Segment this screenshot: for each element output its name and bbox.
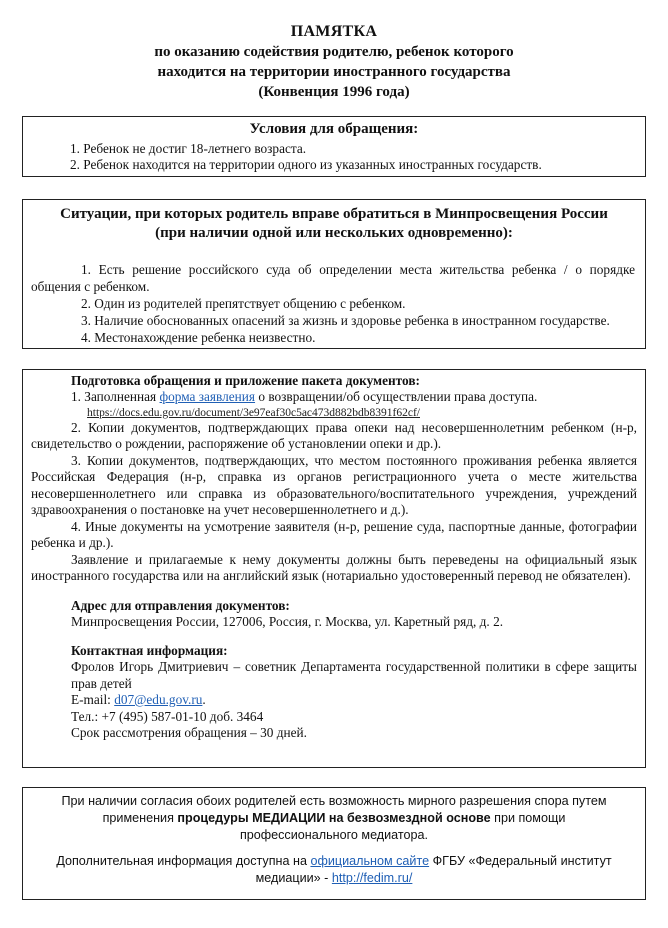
mediation-text-part-2: при помощи профессионального медиатора. [239, 811, 566, 842]
mediation-box [22, 787, 646, 900]
documents-box [22, 369, 646, 768]
mediation-bold-text: процедуры МЕДИАЦИИ на безвозмездной основе [177, 811, 491, 825]
review-term: Срок рассмотрения обращения – 30 дней. [71, 725, 307, 740]
contact-phone: Тел.: +7 (495) 587-01-10 доб. 3464 [71, 708, 264, 724]
spacer [71, 585, 637, 598]
situations-list [23, 261, 645, 346]
mediation-paragraph [23, 793, 645, 844]
documents-item-1-prefix: 1. Заполненная [71, 389, 160, 404]
address-text: Минпросвещения России, 127006, Россия, г. Москва, ул. Каретный ряд, д. 2. [71, 613, 504, 629]
mediation-text-part-1: При наличии согласия обоих родителей есть возможность мирного разрешения спора путем применения [61, 794, 607, 825]
additional-info-text-part-1: Дополнительная информация доступна на [56, 854, 311, 868]
situations-item: 4. Местонахождение ребенка неизвестно. [81, 330, 316, 345]
situations-box [22, 199, 646, 349]
email-suffix: . [202, 692, 206, 707]
official-site-link[interactable]: официальном сайте [310, 854, 430, 868]
situations-heading-line-2: (при наличии одной или нескольких одновременно): [155, 225, 513, 241]
additional-info-paragraph [23, 853, 645, 887]
conditions-list [23, 141, 645, 173]
documents-item-1 [71, 389, 637, 406]
conditions-heading: Условия для обращения: [249, 121, 419, 137]
memo-subtitle-line-3: (Конвенция 1996 года) [258, 84, 410, 100]
translation-note: Заявление и прилагаемые к нему документы должны быть переведены на официальный язык иностранного государства или на английский язык (нотариально удостоверенный перевод не обязателен). [31, 551, 637, 583]
documents-item-2: 2. Копии документов, подтверждающих права опеки над несовершеннолетним ребенком (н-р, свидетельство о рождении, распоряжение об установлении опеки и др.). [31, 419, 637, 451]
documents-item-1-suffix: о возвращении/об осуществлении права доступа. [255, 389, 538, 404]
email-label: E-mail: [71, 692, 115, 707]
spacer [71, 630, 637, 643]
additional-info-text-part-2: ФГБУ «Федеральный институт медиации» - [255, 854, 612, 885]
memo-header [0, 21, 668, 102]
memo-subtitle-line-1: по оказанию содействия родителю, ребенок которого [154, 44, 514, 60]
memo-subtitle-line-2: находится на территории иностранного государства [157, 64, 511, 80]
email-link[interactable]: d07@edu.gov.ru [114, 692, 203, 707]
contact-heading: Контактная информация: [71, 643, 228, 658]
documents-content [23, 370, 645, 742]
situations-item: 3. Наличие обоснованных опасений за жизнь и здоровье ребенка в иностранном государстве. [81, 313, 610, 328]
address-heading: Адрес для отправления документов: [71, 597, 290, 613]
documents-item-3: 3. Копии документов, подтверждающих, что местом постоянного проживания ребенка является Российская Федерация (н-р, справка из органов регистрационного учета о месте жительства несовершеннолетнего или справка из образовательного/воспитательного учреждения, учреждений здравоохранения о постановке на учет несовершеннолетнего и д.). [31, 452, 637, 517]
conditions-box [22, 116, 646, 177]
memo-title: ПАМЯТКА [290, 23, 378, 40]
application-form-url[interactable]: https://docs.edu.gov.ru/document/3e97eaf30c5ac473d882bdb8391f62cf/ [87, 406, 420, 419]
situations-item: 2. Один из родителей препятствует общению с ребенком. [81, 296, 406, 311]
application-form-link[interactable]: форма заявления [159, 389, 256, 404]
conditions-item: 1. Ребенок не достиг 18-летнего возраста. [70, 141, 307, 156]
documents-item-4: 4. Иные документы на усмотрение заявителя (н-р, решение суда, паспортные данные, фотографии ребенка и др.). [31, 518, 637, 550]
conditions-item: 2. Ребенок находится на территории одного из указанных иностранных государств. [70, 157, 542, 172]
situations-heading-line-1: Ситуации, при которых родитель вправе обратиться в Минпросвещения России [60, 206, 608, 222]
contact-email-line [71, 692, 637, 709]
contact-person: Фролов Игорь Дмитриевич – советник Департамента государственной политики в сфере защиты прав детей [71, 659, 637, 691]
documents-heading: Подготовка обращения и приложение пакета документов: [71, 373, 420, 388]
situations-item: 1. Есть решение российского суда об определении места жительства ребенка / о порядке общения с ребенком. [31, 262, 635, 294]
fedim-url-link[interactable]: http://fedim.ru/ [331, 871, 413, 885]
